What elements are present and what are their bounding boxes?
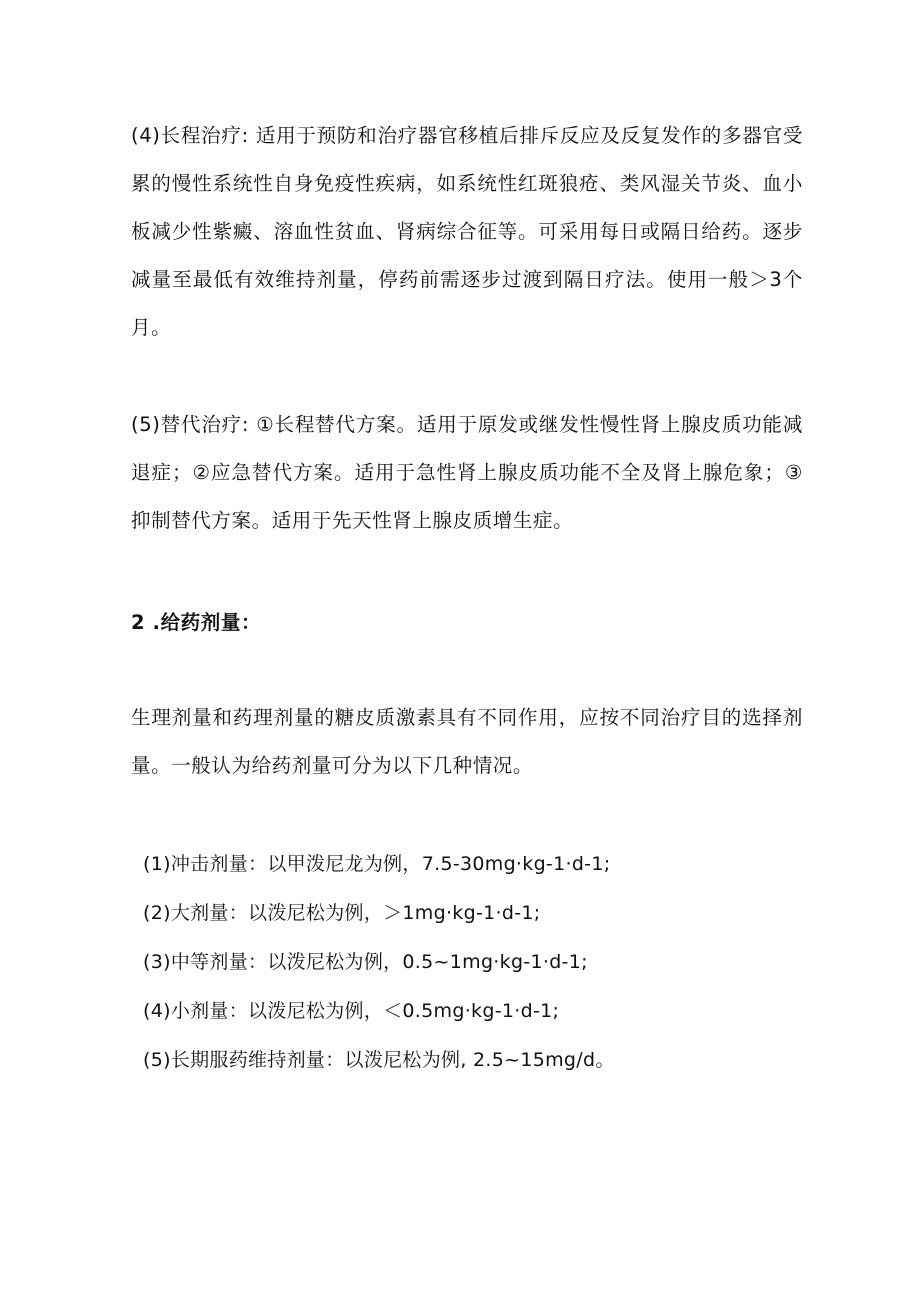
dosage-intro-paragraph: 生理剂量和药理剂量的糖皮质激素具有不同作用，应按不同治疗目的选择剂量。一般认为给药剂量可分为以下几种情况。 [131,706,803,777]
dosage-item-pulse: (1)冲击剂量：以甲泼尼龙为例，7.5-30mg·kg-1·d-1; [143,853,611,875]
dosage-item-high: (2)大剂量：以泼尼松为例，＞1mg·kg-1·d-1; [143,902,541,924]
dosage-list [143,840,803,1085]
long-term-therapy-paragraph: (4)长程治疗: 适用于预防和治疗器官移植后排斥反应及反复发作的多器官受累的慢性系统性自身免疫性疾病，如系统性红斑狼疮、类风湿关节炎、血小板减少性紫癜、溶血性贫血、肾病综合征等。可采用每日或隔日给药。逐步减量至最低有效维持剂量，停药前需逐步过渡到隔日疗法。使用一般＞3个月。 [131,124,803,339]
dosage-item-low: (4)小剂量：以泼尼松为例，＜0.5mg·kg-1·d-1; [143,1000,560,1022]
replacement-therapy-paragraph: (5)替代治疗: ①长程替代方案。适用于原发或继发性慢性肾上腺皮质功能减退症；②应急替代方案。适用于急性肾上腺皮质功能不全及肾上腺危象；③抑制替代方案。适用于先天性肾上腺皮质增生症。 [131,413,803,532]
dosage-item-maintenance: (5)长期服药维持剂量：以泼尼松为例, 2.5~15mg∕d。 [143,1049,615,1071]
dosage-item-medium: (3)中等剂量：以泼尼松为例，0.5~1mg·kg-1·d-1; [143,951,588,973]
dosage-section-heading: 2 .给药剂量： [131,611,262,634]
